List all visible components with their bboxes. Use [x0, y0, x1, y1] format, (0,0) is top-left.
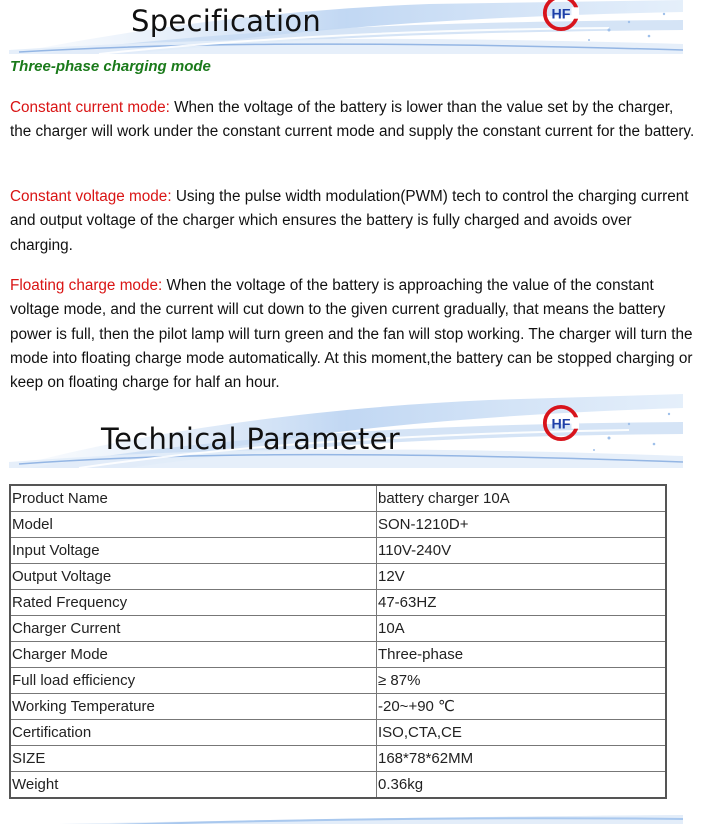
table-row — [10, 642, 666, 668]
parameter-value: 0.36kg — [377, 772, 667, 799]
parameter-value: 12V — [377, 564, 667, 590]
table-row — [10, 694, 666, 720]
parameter-name: Charger Current — [10, 616, 377, 642]
logo-text: HF — [551, 6, 571, 23]
specification-title: Specification — [131, 4, 322, 38]
parameter-name: Certification — [10, 720, 377, 746]
table-row — [10, 772, 666, 799]
table-row — [10, 564, 666, 590]
parameter-value: battery charger 10A — [377, 485, 667, 512]
technical-parameter-table — [9, 484, 667, 799]
floating-charge-paragraph — [10, 274, 698, 395]
constant-current-paragraph — [10, 96, 698, 145]
table-row — [10, 720, 666, 746]
parameter-name: Model — [10, 512, 377, 538]
parameter-name: Product Name — [10, 485, 377, 512]
parameter-value: -20~+90 ℃ — [377, 694, 667, 720]
parameter-value: 47-63HZ — [377, 590, 667, 616]
parameter-value: SON-1210D+ — [377, 512, 667, 538]
parameter-value: Three-phase — [377, 642, 667, 668]
table-row — [10, 590, 666, 616]
table-row — [10, 512, 666, 538]
parameter-value: 168*78*62MM — [377, 746, 667, 772]
logo-text: HF — [551, 416, 571, 433]
table-row — [10, 668, 666, 694]
hf-logo-icon — [542, 0, 580, 32]
mode-label: Floating charge mode: — [10, 277, 163, 294]
parameter-name: Input Voltage — [10, 538, 377, 564]
parameter-name: Rated Frequency — [10, 590, 377, 616]
parameter-value: ≥ 87% — [377, 668, 667, 694]
charging-mode-heading: Three-phase charging mode — [10, 58, 211, 75]
parameter-name: Weight — [10, 772, 377, 799]
hf-logo-icon — [542, 404, 580, 442]
table-row — [10, 746, 666, 772]
bottom-banner-strip — [9, 812, 683, 824]
parameter-name: Output Voltage — [10, 564, 377, 590]
parameter-value: 110V-240V — [377, 538, 667, 564]
constant-voltage-paragraph — [10, 185, 698, 258]
table-row — [10, 538, 666, 564]
mode-label: Constant current mode: — [10, 99, 170, 116]
technical-parameter-banner — [9, 394, 683, 468]
technical-parameter-title: Technical Parameter — [101, 422, 400, 456]
mode-description: Using the pulse width modulation(PWM) tech to control the charging current and output voltage of the charger which ensures the battery is fully charged and avoids over charging. — [10, 188, 689, 254]
parameter-name: Charger Mode — [10, 642, 377, 668]
mode-description: When the voltage of the battery is approaching the value of the constant voltage mode, and the current will cut down to the given current gradually, that means the battery power is full, then the pilot lamp will turn green and the fan will stop working. The charger will turn the mode into floating charge mode automatically. At this moment,the battery can be stopped charging or keep on floating charge for half an hour. — [10, 277, 693, 392]
specification-banner — [9, 0, 683, 54]
parameter-name: SIZE — [10, 746, 377, 772]
table-row — [10, 485, 666, 512]
mode-description: When the voltage of the battery is lower than the value set by the charger, the charger will work under the constant current mode and supply the constant current for the battery. — [10, 99, 695, 141]
parameter-value: ISO,CTA,CE — [377, 720, 667, 746]
parameter-value: 10A — [377, 616, 667, 642]
mode-label: Constant voltage mode: — [10, 188, 172, 205]
parameter-name: Working Temperature — [10, 694, 377, 720]
swoosh-decoration — [9, 0, 683, 54]
parameter-name: Full load efficiency — [10, 668, 377, 694]
table-row — [10, 616, 666, 642]
